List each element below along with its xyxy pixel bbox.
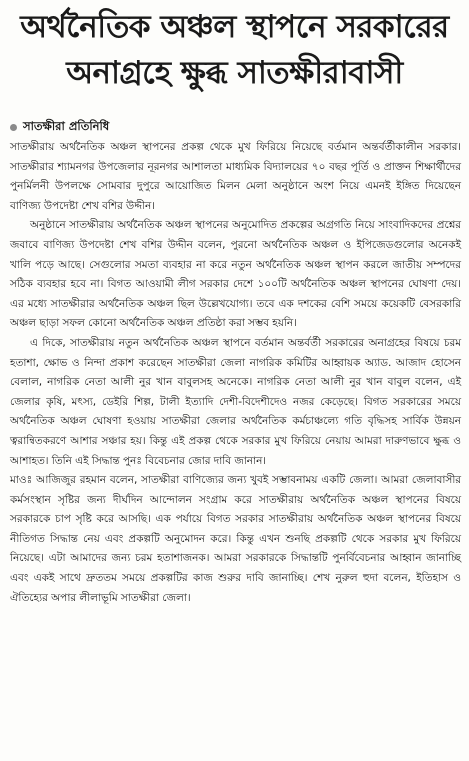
article-headline — [8, 4, 461, 96]
headline-line-1: অর্থনৈতিক অঞ্চল স্থাপনে সরকারের — [20, 9, 449, 45]
article-body — [10, 138, 461, 608]
headline-line-2: অনাগ্রহে ক্ষুব্ধ সাতক্ষীরাবাসী — [66, 55, 403, 91]
byline-text: সাতক্ষীরা প্রতিনিধি — [23, 119, 110, 133]
bullet-icon — [10, 124, 17, 131]
paragraph-1: সাতক্ষীরায় অর্থনৈতিক অঞ্চল স্থাপনের প্রকল্প থেকে মুখ ফিরিয়ে নিয়েছে বর্তমান অন্তর্বর্তীকালীন সরকার। সাতক্ষীরার শ্যামনগর উপজেলার নূরনগর আশালতা মাধ্যমিক বিদ্যালয়ের ৭০ বছর পূর্তি ও প্রাক্তন শিক্ষার্থীদের পুনর্মিলনী উপলক্ষে সোমবার দুপুরে আয়োজিত মিলন মেলা অনুষ্ঠানে অংশ নিয়ে এমনই ইঙ্গিত দিয়েছেন বাণিজ্য উপদেষ্টা শেখ বশির উদ্দীন। — [10, 141, 461, 212]
paragraph-3: এ দিকে, সাতক্ষীরায় নতুন অর্থনৈতিক অঞ্চল স্থাপনে বর্তমান অন্তর্বর্তী সরকারের অনাগ্রহের বিষয়ে চরম হতাশা, ক্ষোভ ও নিন্দা প্রকাশ করেছেন সাতক্ষীরা জেলা নাগরিক কমিটির আহ্বায়ক অ্যাড. আজাদ হোসেন বেলাল, নাগরিক নেতা আলী নুর খান বাবুলসহ অনেকে। নাগরিক নেতা আলী নুর খান বাবুল বলেন, এই জেলার কৃষি, মৎস্য, ডেইরি শিল্প, টালী ইত্যাদি দেশী-বিদেশীদেও নজর কেড়েছে। বিগত সরকারের সময়ে অর্থনৈতিক অঞ্চল ঘোষণা হওয়ায় সাতক্ষীরা জেলার অর্থনৈতিক কর্মচাঞ্চল্যে গতি বৃদ্ধিসহ সার্বিক উন্নয়ন ত্বরান্বিতকরণে আশার সঞ্চার হয়। কিন্তু এই প্রকল্প থেকে সরকার মুখ ফিরিয়ে নেয়ায় আমরা দারুণভাবে ক্ষুব্ধ ও আশাহত। তিনি এই সিদ্ধান্ত পুনঃ বিবেচনার জোর দাবি জানান। — [10, 336, 461, 467]
paragraph-4: মাওঃ আজিজুর রহমান বলেন, সাতক্ষীরা বাণিজ্যের জন্য খুবই সম্ভাবনাময় একটি জেলা। আমরা জেলাবাসীর কর্মসংস্থান সৃষ্টির জন্য দীর্ঘদিন আন্দোলন সংগ্রাম করে সাতক্ষীরায় অর্থনৈতিক অঞ্চল স্থাপনের বিষয়ে সরকারকে চাপ সৃষ্টি করে আসছি। এক পর্যায়ে বিগত সরকার সাতক্ষীরায় অর্থনৈতিক অঞ্চল স্থাপনের বিষয়ে নীতিগত সিদ্ধান্ত নেয় এবং প্রকল্পটি অনুমোদন করে। কিন্তু এখন শুনছি প্রকল্পটি থেকে সরকার মুখ ফিরিয়ে নিয়েছে। এটা আমাদের জন্য চরম হতাশাজনক। আমরা সরকারকে সিদ্ধান্তটি পুনর্বিবেচনার আহ্বান জানাচ্ছি এবং একই সাথে দ্রুততম সময়ে প্রকল্পটির কাজ শুরুর দাবি জানাচ্ছি। শেখ নুরুল হুদা বলেন, ইতিহাস ও ঐতিহ্যের অপার লীলাভূমি সাতক্ষীরা জেলা। — [10, 474, 461, 604]
byline — [10, 118, 109, 137]
paragraph-2: অনুষ্ঠানে সাতক্ষীরায় অর্থনৈতিক অঞ্চল স্থাপনের অনুমোদিত প্রকল্পের অগ্রগতি নিয়ে সাংবাদিকদের প্রশ্নের জবাবে বাণিজ্য উপদেষ্টা শেখ বশির উদ্দীন বলেন, পুরনো অর্থনৈতিক অঞ্চল ও ইপিজেডগুলোর অনেকই খালি পড়ে আছে। সেগুলোর সমতা ব্যবহার না করে নতুন অর্থনৈতিক অঞ্চল স্থাপন করলে জাতীয় সম্পদের সঠিক ব্যবহার হবে না। বিগত আওয়ামী লীগ সরকার দেশে ১০০টি অর্থনৈতিক অঞ্চল স্থাপনের ঘোষণা দেয়। এর মধ্যে সাতক্ষীরার অর্থনৈতিক অঞ্চল ছিল উল্লেখযোগ্য। তবে এক দশকের বেশি সময়ে কয়েকটি বেসরকারি অঞ্চল ছাড়া সফল কোনো অর্থনৈতিক অঞ্চল প্রতিষ্ঠা করা সম্ভব হয়নি। — [10, 219, 461, 330]
